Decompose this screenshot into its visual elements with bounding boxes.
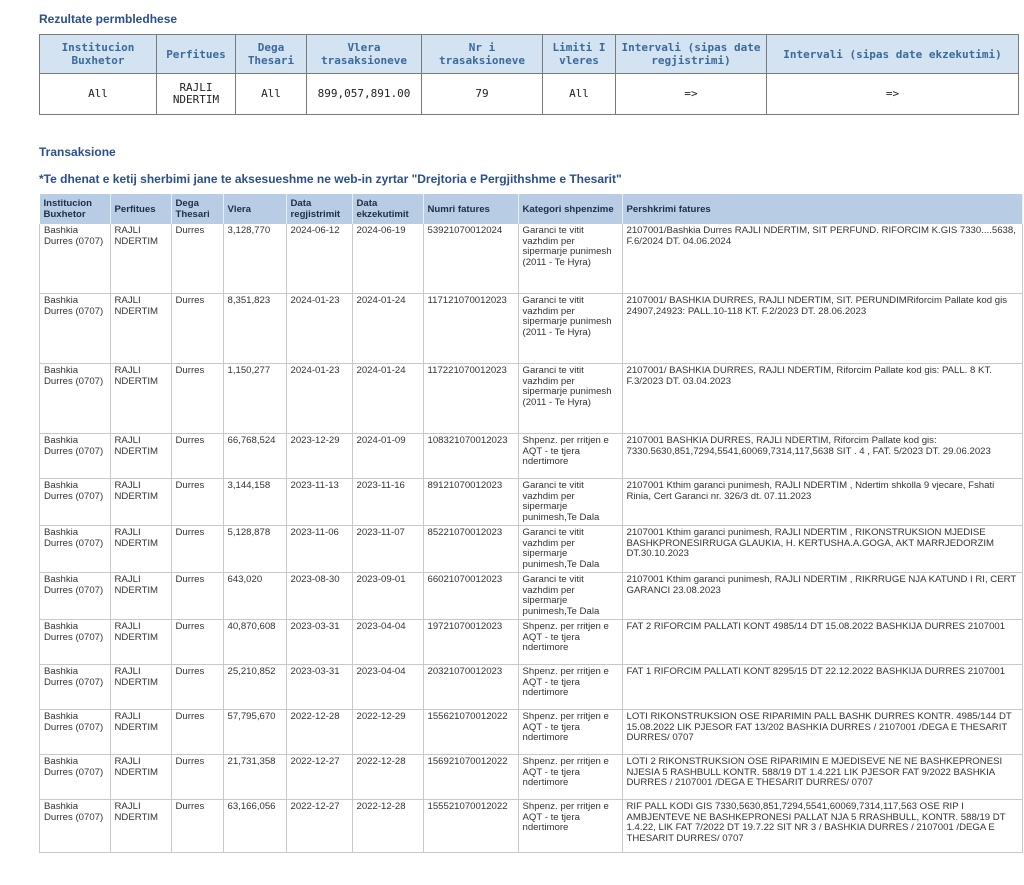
beneficiary-cell: RAJLI NDERTIM: [110, 294, 171, 364]
expense-category-cell: Garanci te vitit vazhdim per sipermarje punimesh (2011 - Te Hyra): [518, 294, 622, 364]
summary-cell: =>: [767, 74, 1019, 115]
transactions-table: [39, 194, 1023, 853]
expense-category-cell: Garanci te vitit vazhdim per sipermarje punimesh (2011 - Te Hyra): [518, 224, 622, 294]
execution-date-cell: 2022-12-29: [352, 710, 423, 755]
treasury-branch-cell: Durres: [171, 434, 223, 479]
amount-cell: 8,351,823: [223, 294, 286, 364]
column-header: Vlera: [223, 194, 286, 224]
transaction-row: [40, 800, 1023, 853]
beneficiary-cell: RAJLI NDERTIM: [110, 224, 171, 294]
registration-date-cell: 2023-11-13: [286, 479, 352, 526]
transactions-header-row: [40, 194, 1023, 224]
treasury-branch-cell: Durres: [171, 479, 223, 526]
invoice-description-cell: 2107001 BASHKIA DURRES, RAJLI NDERTIM, Riforcim Pallate kod gis: 7330.5630,851,7294,5541,60069,7314,117,5638 SIT . 4 , FAT. 5/2023 DT. 29.06.2023: [622, 434, 1023, 479]
summary-cell: =>: [616, 74, 767, 115]
expense-category-cell: Shpenz. per rritjen e AQT - te tjera ndertimore: [518, 620, 622, 665]
beneficiary-cell: RAJLI NDERTIM: [110, 800, 171, 853]
treasury-branch-cell: Durres: [171, 710, 223, 755]
invoice-description-cell: 2107001/ BASHKIA DURRES, RAJLI NDERTIM, SIT. PERUNDIMRiforcim Pallate kod gis 24907,24923: PALL.10-118 KT. F.2/2023 DT. 28.06.2023: [622, 294, 1023, 364]
treasury-branch-cell: Durres: [171, 573, 223, 620]
transaction-row: [40, 364, 1023, 434]
execution-date-cell: 2024-01-24: [352, 294, 423, 364]
beneficiary-cell: RAJLI NDERTIM: [110, 665, 171, 710]
summary-title: Rezultate permbledhese: [39, 12, 178, 26]
transaction-row: [40, 573, 1023, 620]
invoice-number-cell: 89121070012023: [423, 479, 518, 526]
registration-date-cell: 2022-12-27: [286, 800, 352, 853]
registration-date-cell: 2022-12-28: [286, 710, 352, 755]
amount-cell: 3,144,158: [223, 479, 286, 526]
institution-cell: Bashkia Durres (0707): [40, 800, 111, 853]
amount-cell: 21,731,358: [223, 755, 286, 800]
page-content: [0, 11, 1024, 853]
treasury-branch-cell: Durres: [171, 224, 223, 294]
transaction-row: [40, 710, 1023, 755]
column-header: Data regjistrimit: [286, 194, 352, 224]
data-source-notice: *Te dhenat e ketij sherbimi jane te aksesueshme ne web-in zyrtar "Drejtoria e Pergjithshme e Thesarit": [39, 172, 622, 186]
beneficiary-cell: RAJLI NDERTIM: [110, 434, 171, 479]
treasury-branch-cell: Durres: [171, 800, 223, 853]
column-header: Perfitues: [110, 194, 171, 224]
treasury-branch-cell: Durres: [171, 526, 223, 573]
registration-date-cell: 2024-06-12: [286, 224, 352, 294]
amount-cell: 1,150,277: [223, 364, 286, 434]
amount-cell: 643,020: [223, 573, 286, 620]
treasury-branch-cell: Durres: [171, 665, 223, 710]
beneficiary-cell: RAJLI NDERTIM: [110, 364, 171, 434]
column-header: Institucion Buxhetor: [40, 194, 111, 224]
summary-table: [39, 34, 1019, 115]
registration-date-cell: 2024-01-23: [286, 294, 352, 364]
invoice-description-cell: 2107001 Kthim garanci punimesh, RAJLI NDERTIM , RIKRRUGE NJA KATUND I RI, CERT GARANCI 23.08.2023: [622, 573, 1023, 620]
amount-cell: 5,128,878: [223, 526, 286, 573]
registration-date-cell: 2024-01-23: [286, 364, 352, 434]
summary-row: [40, 74, 1019, 115]
summary-cell: All: [236, 74, 307, 115]
amount-cell: 63,166,056: [223, 800, 286, 853]
transaction-row: [40, 224, 1023, 294]
summary-header: Limiti I vleres: [543, 35, 616, 74]
invoice-number-cell: 85221070012023: [423, 526, 518, 573]
beneficiary-cell: RAJLI NDERTIM: [110, 755, 171, 800]
invoice-description-cell: LOTI 2 RIKONSTRUKSION OSE RIPARIMIN E MJEDISEVE NE NE BASHKEPRONESI NJESIA 5 RASHBULL KONTR. 588/19 DT 1.4.221 LIK PJESOR FAT 9/2022 BASHKIA DURRES / 2107001 /DEGA E THESARIT DURRES/ 0707: [622, 755, 1023, 800]
registration-date-cell: 2023-08-30: [286, 573, 352, 620]
column-header: Data ekzekutimit: [352, 194, 423, 224]
transactions-body: [40, 224, 1023, 853]
transaction-row: [40, 479, 1023, 526]
invoice-description-cell: 2107001 Kthim garanci punimesh, RAJLI NDERTIM , Ndertim shkolla 9 vjecare, Fshati Rinia, Cert Garanci nr. 326/3 dt. 07.11.2023: [622, 479, 1023, 526]
institution-cell: Bashkia Durres (0707): [40, 665, 111, 710]
execution-date-cell: 2022-12-28: [352, 800, 423, 853]
institution-cell: Bashkia Durres (0707): [40, 755, 111, 800]
invoice-number-cell: 155621070012022: [423, 710, 518, 755]
summary-cell: RAJLI NDERTIM: [157, 74, 236, 115]
execution-date-cell: 2023-11-16: [352, 479, 423, 526]
registration-date-cell: 2023-11-06: [286, 526, 352, 573]
column-header: Pershkrimi fatures: [622, 194, 1023, 224]
invoice-description-cell: FAT 1 RIFORCIM PALLATI KONT 8295/15 DT 22.12.2022 BASHKIJA DURRES 2107001: [622, 665, 1023, 710]
invoice-number-cell: 117221070012023: [423, 364, 518, 434]
treasury-branch-cell: Durres: [171, 620, 223, 665]
registration-date-cell: 2023-03-31: [286, 665, 352, 710]
summary-header: Dega Thesari: [236, 35, 307, 74]
transaction-row: [40, 294, 1023, 364]
column-header: Dega Thesari: [171, 194, 223, 224]
execution-date-cell: 2024-01-09: [352, 434, 423, 479]
expense-category-cell: Garanci te vitit vazhdim per sipermarje punimesh,Te Dala: [518, 573, 622, 620]
expense-category-cell: Shpenz. per rritjen e AQT - te tjera ndertimore: [518, 800, 622, 853]
column-header: Numri fatures: [423, 194, 518, 224]
invoice-description-cell: LOTI RIKONSTRUKSION OSE RIPARIMIN PALL BASHK DURRES KONTR. 4985/144 DT 15.08.2022 LIK PJESOR FAT 13/202 BASHKIA DURRES / 2107001 /DEGA E THESARIT DURRES/ 0707: [622, 710, 1023, 755]
institution-cell: Bashkia Durres (0707): [40, 710, 111, 755]
institution-cell: Bashkia Durres (0707): [40, 526, 111, 573]
transaction-row: [40, 620, 1023, 665]
invoice-number-cell: 108321070012023: [423, 434, 518, 479]
institution-cell: Bashkia Durres (0707): [40, 224, 111, 294]
institution-cell: Bashkia Durres (0707): [40, 434, 111, 479]
institution-cell: Bashkia Durres (0707): [40, 620, 111, 665]
institution-cell: Bashkia Durres (0707): [40, 364, 111, 434]
transactions-title: Transaksione: [39, 145, 116, 159]
amount-cell: 40,870,608: [223, 620, 286, 665]
institution-cell: Bashkia Durres (0707): [40, 479, 111, 526]
beneficiary-cell: RAJLI NDERTIM: [110, 710, 171, 755]
transaction-row: [40, 665, 1023, 710]
expense-category-cell: Shpenz. per rritjen e AQT - te tjera ndertimore: [518, 710, 622, 755]
registration-date-cell: 2022-12-27: [286, 755, 352, 800]
column-header: Kategori shpenzime: [518, 194, 622, 224]
institution-cell: Bashkia Durres (0707): [40, 294, 111, 364]
expense-category-cell: Garanci te vitit vazhdim per sipermarje punimesh (2011 - Te Hyra): [518, 364, 622, 434]
invoice-number-cell: 156921070012022: [423, 755, 518, 800]
invoice-number-cell: 19721070012023: [423, 620, 518, 665]
expense-category-cell: Shpenz. per rritjen e AQT - te tjera ndertimore: [518, 755, 622, 800]
execution-date-cell: 2023-04-04: [352, 665, 423, 710]
summary-cell: All: [543, 74, 616, 115]
summary-header: Vlera trasaksioneve: [307, 35, 422, 74]
invoice-description-cell: 2107001/ BASHKIA DURRES, RAJLI NDERTIM, Riforcim Pallate kod gis: PALL. 8 KT. F.3/2023 DT. 03.04.2023: [622, 364, 1023, 434]
summary-cell: 899,057,891.00: [307, 74, 422, 115]
execution-date-cell: 2024-01-24: [352, 364, 423, 434]
summary-header-row: [40, 35, 1019, 74]
execution-date-cell: 2023-04-04: [352, 620, 423, 665]
treasury-branch-cell: Durres: [171, 364, 223, 434]
summary-header: Perfitues: [157, 35, 236, 74]
amount-cell: 25,210,852: [223, 665, 286, 710]
summary-cell: All: [40, 74, 157, 115]
summary-header: Intervali (sipas date ekzekutimi): [767, 35, 1019, 74]
registration-date-cell: 2023-12-29: [286, 434, 352, 479]
amount-cell: 66,768,524: [223, 434, 286, 479]
invoice-description-cell: 2107001 Kthim garanci punimesh, RAJLI NDERTIM , RIKONSTRUKSION MJEDISE BASHKPRONESIRRUGA GLAUKIA, H. KERTUSHA.A.GOGA, AKT MARRJEDORZIM DT.30.10.2023: [622, 526, 1023, 573]
expense-category-cell: Garanci te vitit vazhdim per sipermarje punimesh,Te Dala: [518, 479, 622, 526]
treasury-branch-cell: Durres: [171, 294, 223, 364]
expense-category-cell: Shpenz. per rritjen e AQT - te tjera ndertimore: [518, 665, 622, 710]
institution-cell: Bashkia Durres (0707): [40, 573, 111, 620]
execution-date-cell: 2024-06-19: [352, 224, 423, 294]
transaction-row: [40, 526, 1023, 573]
execution-date-cell: 2022-12-28: [352, 755, 423, 800]
invoice-description-cell: 2107001/Bashkia Durres RAJLI NDERTIM, SIT PERFUND. RIFORCIM K.GIS 7330....5638, F.6/2024 DT. 04.06.2024: [622, 224, 1023, 294]
transaction-row: [40, 755, 1023, 800]
invoice-number-cell: 53921070012024: [423, 224, 518, 294]
invoice-number-cell: 66021070012023: [423, 573, 518, 620]
summary-header: Institucion Buxhetor: [40, 35, 157, 74]
beneficiary-cell: RAJLI NDERTIM: [110, 573, 171, 620]
summary-header: Nr i trasaksioneve: [422, 35, 543, 74]
summary-cell: 79: [422, 74, 543, 115]
invoice-description-cell: FAT 2 RIFORCIM PALLATI KONT 4985/14 DT 15.08.2022 BASHKIJA DURRES 2107001: [622, 620, 1023, 665]
summary-header: Intervali (sipas date regjistrimi): [616, 35, 767, 74]
registration-date-cell: 2023-03-31: [286, 620, 352, 665]
expense-category-cell: Garanci te vitit vazhdim per sipermarje punimesh,Te Dala: [518, 526, 622, 573]
invoice-number-cell: 20321070012023: [423, 665, 518, 710]
invoice-number-cell: 117121070012023: [423, 294, 518, 364]
expense-category-cell: Shpenz. per rritjen e AQT - te tjera ndertimore: [518, 434, 622, 479]
beneficiary-cell: RAJLI NDERTIM: [110, 479, 171, 526]
execution-date-cell: 2023-09-01: [352, 573, 423, 620]
execution-date-cell: 2023-11-07: [352, 526, 423, 573]
beneficiary-cell: RAJLI NDERTIM: [110, 526, 171, 573]
amount-cell: 3,128,770: [223, 224, 286, 294]
invoice-number-cell: 155521070012022: [423, 800, 518, 853]
treasury-branch-cell: Durres: [171, 755, 223, 800]
invoice-description-cell: RIF PALL KODI GIS 7330,5630,851,7294,5541,60069,7314,117,563 OSE RIP I AMBJENTEVE NE BASHKEPRONESI PALLAT NJA 5 RRASHBULL, KONTR. 588/19 DT 1.4.22, LIK FAT 7/2022 DT 19.7.22 SIT NR 3 / BASHKIA DURRES / 2107001 /DEGA E THESARIT DURRES/ 0707: [622, 800, 1023, 853]
transaction-row: [40, 434, 1023, 479]
amount-cell: 57,795,670: [223, 710, 286, 755]
beneficiary-cell: RAJLI NDERTIM: [110, 620, 171, 665]
